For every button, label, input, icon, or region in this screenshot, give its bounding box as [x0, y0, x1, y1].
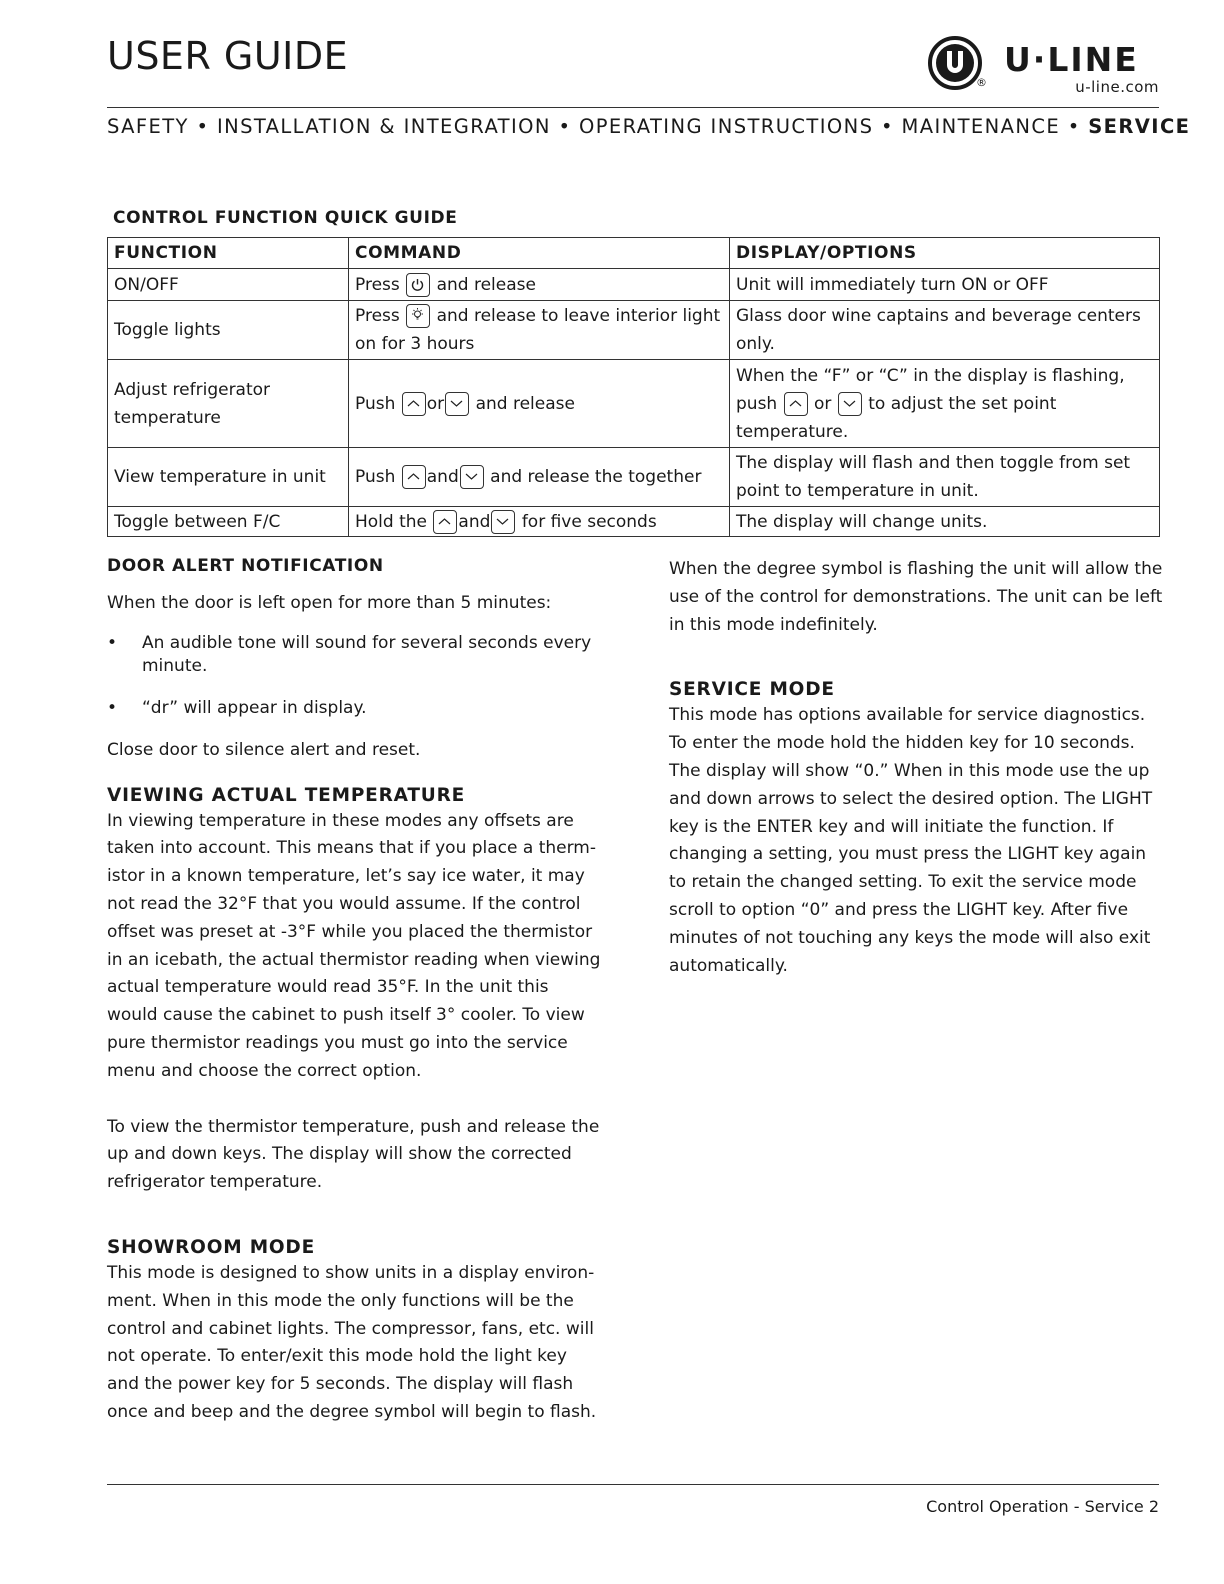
cell-display: The display will change units.: [730, 507, 1160, 537]
nav-separator: •: [550, 115, 579, 138]
showroom-paragraph: This mode is designed to show units in a display environ-ment. When in this mode the only functions will be the control and cabinet lights. The compressor, fans, etc. will not operate. To enter/exit this mode hold the light key and the power key for 5 seconds. The display will flash once and beep and the degree symbol will begin to flash.: [107, 1262, 597, 1422]
viewing-paragraph: In viewing temperature in these modes any offsets are taken into account. This means that if you place a therm-istor in a known temperature, let’s say ice water, it may not read the 32°F that you would assume. If the control offset was preset at -3°F while you placed the thermistor in an icebath, the actual thermistor reading when viewing actual temperature would read 35°F. In the unit this would cause the cabinet to push itself 3° cooler. To view pure thermistor readings you must go into the service menu and choose the correct option.: [107, 810, 601, 1081]
nav-item-installation[interactable]: INSTALLATION & INTEGRATION: [216, 115, 551, 138]
cell-command: [349, 269, 730, 301]
header-display: DISPLAY/OPTIONS: [730, 238, 1160, 269]
nav-item-safety[interactable]: SAFETY: [107, 115, 189, 138]
down-key-icon: [460, 465, 484, 489]
command-text: for five seconds: [521, 511, 657, 532]
cell-command: [349, 301, 730, 360]
table-row: [108, 269, 1160, 301]
cell-command: [349, 448, 730, 507]
door-alert-intro: When the door is left open for more than 5 minutes:: [107, 593, 552, 613]
nav-item-service[interactable]: SERVICE: [1088, 115, 1191, 138]
up-key-icon: [784, 392, 808, 416]
light-key-icon: [406, 304, 430, 328]
cell-command: [349, 507, 730, 537]
showroom-continued-paragraph: When the degree symbol is flashing the unit will allow the use of the control for demonstrations. The unit can be left in this mode indefinitely.: [669, 559, 1163, 635]
command-text: Push: [355, 393, 396, 414]
service-mode-paragraph: This mode has options available for service diagnostics. To enter the mode hold the hidden key for 10 seconds. The display will show “0.” When in this mode use the up and down arrows to select the desired option. The LIGHT key is the ENTER key and will initiate the function. If changing a setting, you must press the LIGHT key again to retain the changed setting. To exit the service mode scroll to option “0” and press the LIGHT key. After five minutes of not touching any keys the mode will also exit automatically.: [669, 705, 1153, 976]
door-alert-heading: DOOR ALERT NOTIFICATION: [107, 556, 384, 576]
cell-function: Adjust refrigerator temperature: [108, 360, 349, 448]
down-key-icon: [445, 392, 469, 416]
command-text: and release: [436, 274, 536, 295]
nav-separator: •: [1060, 115, 1089, 138]
showroom-heading: SHOWROOM MODE: [107, 1236, 316, 1258]
display-text: When the “F” or “C” in the display is flashing, push: [736, 365, 1125, 414]
command-text: Hold the: [355, 511, 428, 532]
cell-function: ON/OFF: [108, 269, 349, 301]
power-key-icon: [406, 273, 430, 297]
header-function: FUNCTION: [108, 238, 349, 269]
header-divider: [107, 107, 1159, 108]
down-key-icon: [838, 392, 862, 416]
service-mode-heading: SERVICE MODE: [669, 679, 835, 701]
door-alert-list: [107, 632, 602, 720]
registered-mark: ®: [976, 76, 987, 89]
nav-item-maintenance[interactable]: MAINTENANCE: [901, 115, 1061, 138]
control-function-table: [107, 237, 1160, 537]
viewing-paragraph: To view the thermistor temperature, push and release the up and down keys. The display will show the corrected refrigerator temperature.: [107, 1116, 600, 1193]
website-link[interactable]: u-line.com: [1075, 78, 1159, 96]
cell-function: View temperature in unit: [108, 448, 349, 507]
up-key-icon: [402, 392, 426, 416]
command-text: and: [426, 467, 459, 487]
table-row: [108, 360, 1160, 448]
nav-separator: •: [188, 115, 217, 138]
nav-separator: •: [873, 115, 902, 138]
footer-divider: [107, 1484, 1159, 1485]
left-column: [107, 556, 602, 1427]
quick-guide-title: CONTROL FUNCTION QUICK GUIDE: [113, 208, 458, 228]
display-text: or: [814, 393, 832, 414]
u-line-logo-icon: [928, 36, 982, 90]
door-alert-closing: Close door to silence alert and reset.: [107, 739, 421, 760]
cell-command: [349, 360, 730, 448]
command-text: and release: [475, 393, 575, 414]
table-row: [108, 448, 1160, 507]
page-title: USER GUIDE: [107, 34, 349, 78]
command-text: and release the together: [490, 467, 702, 487]
cell-display: Unit will immediately turn ON or OFF: [730, 269, 1160, 301]
cell-function: Toggle between F/C: [108, 507, 349, 537]
up-key-icon: [433, 510, 457, 534]
viewing-heading: VIEWING ACTUAL TEMPERATURE: [107, 784, 466, 806]
table-row: [108, 507, 1160, 537]
cell-display: [730, 360, 1160, 448]
cell-display: The display will flash and then toggle from set point to temperature in unit.: [730, 448, 1160, 507]
list-item: • “dr” will appear in display.: [107, 697, 602, 720]
section-nav: [107, 115, 1191, 138]
brand-name: U·LINE: [1004, 40, 1139, 79]
right-column: [669, 556, 1164, 980]
up-key-icon: [402, 465, 426, 489]
page-footer: Control Operation - Service 2: [926, 1497, 1159, 1516]
command-text: Push: [355, 467, 396, 487]
nav-item-operating[interactable]: OPERATING INSTRUCTIONS: [578, 115, 874, 138]
command-text: and: [458, 511, 491, 532]
command-text: or: [426, 393, 445, 414]
table-row: [108, 301, 1160, 360]
display-text: to adjust the set point temperature.: [736, 393, 1057, 442]
cell-display: Glass door wine captains and beverage centers only.: [730, 301, 1160, 360]
cell-function: Toggle lights: [108, 301, 349, 360]
table-header-row: [108, 238, 1160, 269]
command-text: Press: [355, 306, 400, 326]
command-text: Press: [355, 274, 400, 295]
list-item: • An audible tone will sound for several seconds every minute.: [107, 632, 602, 678]
header-command: COMMAND: [349, 238, 730, 269]
command-text: and release to leave interior light on for 3 hours: [355, 306, 721, 354]
down-key-icon: [491, 510, 515, 534]
